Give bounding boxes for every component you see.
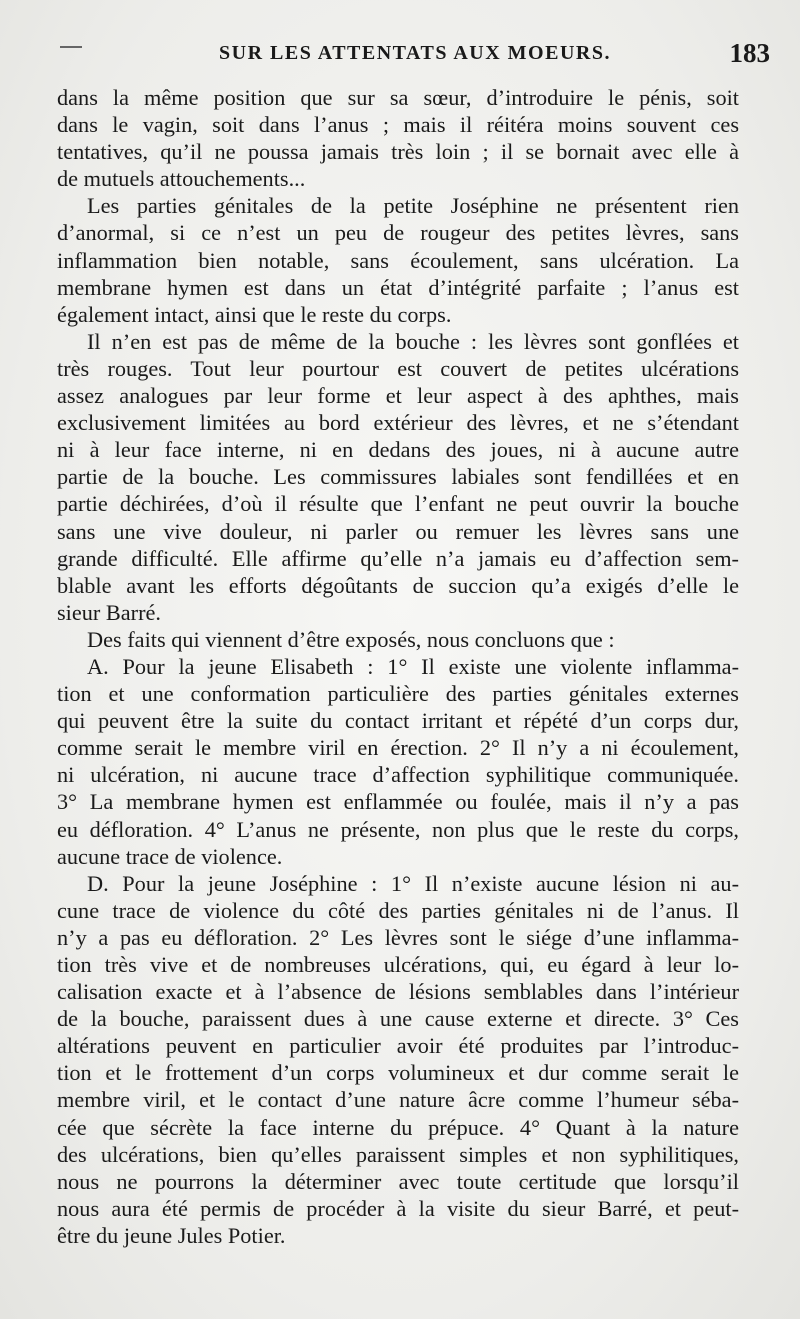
text-line: tion et une conformation particulière des parties génitales externes (57, 681, 739, 707)
text-line: être du jeune Jules Potier. (57, 1222, 286, 1248)
text-line: partie de la bouche. Les commissures labiales sont fendillées et en (57, 464, 739, 490)
text-line: de la bouche, paraissent dues à une cause externe et directe. 3° Ces (57, 1006, 739, 1032)
text-line: D. Pour la jeune Joséphine : 1° Il n’existe aucune lésion ni au- (87, 870, 739, 896)
text-line: tion et le frottement d’un corps volumineux et dur comme serait le (57, 1060, 739, 1086)
text-line: comme serait le membre viril en érection. 2° Il n’y a ni écoulement, (57, 735, 739, 761)
text-line: également intact, ainsi que le reste du corps. (57, 301, 452, 327)
text-line: Des faits qui viennent d’être exposés, nous concluons que : (87, 626, 615, 652)
text-line: 3° La membrane hymen est enflammée ou foulée, mais il n’y a pas (57, 789, 739, 815)
text-line: très rouges. Tout leur pourtour est couvert de petites ulcérations (57, 355, 739, 381)
text-line: dans le vagin, soit dans l’anus ; mais il réitéra moins souvent ces (57, 112, 739, 138)
text-line: nous aura été permis de procéder à la visite du sieur Barré, et peut- (57, 1195, 739, 1221)
text-line: inflammation bien notable, sans écoulement, sans ulcération. La (57, 247, 739, 273)
text-line: cée que sécrète la face interne du prépuce. 4° Quant à la nature (57, 1114, 739, 1140)
text-line: membre viril, et le contact d’une nature âcre comme l’humeur séba- (57, 1087, 739, 1113)
text-line: qui peuvent être la suite du contact irritant et répété d’un corps dur, (57, 708, 739, 734)
text-line: aucune trace de violence. (57, 843, 283, 869)
body-text (57, 84, 739, 1249)
running-head: SUR LES ATTENTATS AUX MOEURS. (219, 42, 611, 64)
text-line: A. Pour la jeune Elisabeth : 1° Il existe une violente inflamma- (87, 653, 739, 679)
text-line: ni ulcération, ni aucune trace d’affection syphilitique communiquée. (57, 762, 739, 788)
text-line: tentatives, qu’il ne poussa jamais très loin ; il se bornait avec elle à (57, 139, 739, 165)
text-line: Les parties génitales de la petite Joséphine ne présentent rien (87, 193, 739, 219)
text-line: de mutuels attouchements... (57, 166, 306, 192)
text-line: des ulcérations, bien qu’elles paraissent simples et non syphilitiques, (57, 1141, 739, 1167)
text-line: dans la même position que sur sa sœur, d’introduire le pénis, soit (57, 85, 739, 110)
text-line: blable avant les efforts dégoûtants de succion qu’a exigés d’elle le (57, 572, 739, 598)
text-line: n’y a pas eu défloration. 2° Les lèvres sont le siége d’une inflamma- (57, 924, 739, 950)
text-line: cune trace de violence du côté des parties génitales ni de l’anus. Il (57, 897, 739, 923)
text-line: membrane hymen est dans un état d’intégrité parfaite ; l’anus est (57, 274, 739, 300)
text-line: eu défloration. 4° L’anus ne présente, non plus que le reste du corps, (57, 816, 739, 842)
text-line: grande difficulté. Elle affirme qu’elle n’a jamais eu d’affection sem- (57, 545, 739, 571)
page-header (60, 36, 770, 70)
text-line: nous ne pourrons la déterminer avec toute certitude que lorsqu’il (57, 1168, 739, 1194)
text-line: partie déchirées, d’où il résulte que l’enfant ne peut ouvrir la bouche (57, 491, 739, 517)
text-line: exclusivement limitées au bord extérieur des lèvres, et ne s’étendant (57, 410, 739, 436)
text-line: sieur Barré. (57, 599, 162, 625)
text-line: ni à leur face interne, ni en dedans des joues, ni à aucune autre (57, 437, 739, 463)
text-line: Il n’en est pas de même de la bouche : les lèvres sont gonflées et (87, 328, 739, 354)
text-line: altérations peuvent en particulier avoir été produites par l’introduc- (57, 1033, 739, 1059)
page-number: 183 (729, 38, 770, 68)
text-line: sans une vive douleur, ni parler ou remuer les lèvres sans une (57, 518, 739, 544)
text-line: tion très vive et de nombreuses ulcérations, qui, eu égard à leur lo- (57, 952, 739, 977)
text-line: assez analogues par leur forme et leur aspect à des aphthes, mais (57, 383, 739, 409)
text-line: calisation exacte et à l’absence de lésions semblables dans l’intérieur (57, 979, 739, 1005)
text-line: d’anormal, si ce n’est un peu de rougeur des petites lèvres, sans (57, 220, 739, 246)
